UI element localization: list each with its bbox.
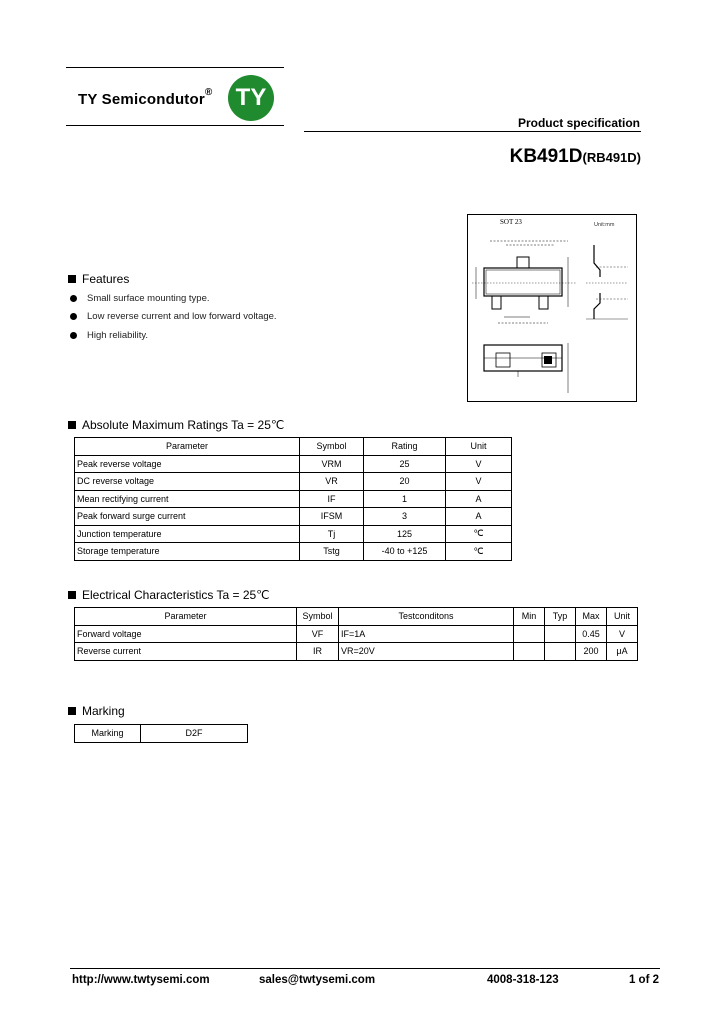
table-cell: ℃ [446, 543, 512, 561]
registered-mark: ® [204, 87, 213, 98]
table-row [75, 543, 512, 561]
table-cell [545, 625, 576, 643]
part-number-main: KB491D [509, 146, 583, 167]
company-name-text: TY Semicondutor [78, 91, 205, 108]
feature-item: High reliability. [70, 330, 148, 341]
marking-value: D2F [141, 725, 248, 743]
footer-phone: 4008-318-123 [487, 974, 559, 986]
table-header-row [75, 438, 512, 456]
table-cell: 3 [364, 508, 446, 526]
table-cell: IR [297, 643, 339, 661]
table-row [75, 473, 512, 491]
package-name: SOT 23 [500, 218, 522, 226]
table-cell: IFSM [300, 508, 364, 526]
feature-item: Low reverse current and low forward voltage. [70, 311, 277, 322]
table-row [75, 490, 512, 508]
header-top-rule [66, 67, 284, 68]
electrical-table [74, 607, 638, 661]
table-cell: V [607, 625, 638, 643]
table-cell: 20 [364, 473, 446, 491]
table-cell: Mean rectifying current [75, 490, 300, 508]
table-cell: Reverse current [75, 643, 297, 661]
table-cell: ℃ [446, 525, 512, 543]
header-bottom-rule [66, 125, 284, 126]
package-unit: Unit:mm [594, 222, 615, 228]
table-row [75, 455, 512, 473]
table-header-cell: Typ [545, 608, 576, 626]
table-row [75, 508, 512, 526]
table-cell: 25 [364, 455, 446, 473]
ty-logo [228, 75, 274, 121]
table-header-cell: Parameter [75, 438, 300, 456]
table-cell: Tstg [300, 543, 364, 561]
abs-max-heading: Absolute Maximum Ratings Ta = 25℃ [68, 418, 284, 432]
table-cell [514, 625, 545, 643]
table-cell: Forward voltage [75, 625, 297, 643]
table-cell [514, 643, 545, 661]
table-header-cell: Rating [364, 438, 446, 456]
table-row [75, 625, 638, 643]
table-header-cell: Symbol [300, 438, 364, 456]
table-header-cell: Unit [607, 608, 638, 626]
spec-rule [304, 131, 641, 132]
table-cell: Tj [300, 525, 364, 543]
table-cell: IF=1A [339, 625, 514, 643]
part-number [510, 146, 641, 168]
table-header-cell: Symbol [297, 608, 339, 626]
table-header-row [75, 608, 638, 626]
table-cell: Peak forward surge current [75, 508, 300, 526]
table-header-cell: Testconditons [339, 608, 514, 626]
table-cell: Junction temperature [75, 525, 300, 543]
table-cell: VF [297, 625, 339, 643]
sot23-outline-drawing [468, 215, 636, 401]
table-cell: DC reverse voltage [75, 473, 300, 491]
feature-item: Small surface mounting type. [70, 293, 210, 304]
product-specification-label: Product specification [517, 116, 640, 130]
table-header-cell: Min [514, 608, 545, 626]
table-cell: A [446, 508, 512, 526]
marking-table [74, 724, 248, 743]
company-name [78, 87, 213, 108]
part-number-alt: (RB491D) [582, 150, 641, 165]
footer-page-number: 1 of 2 [628, 974, 659, 986]
table-cell: -40 to +125 [364, 543, 446, 561]
table-cell: Peak reverse voltage [75, 455, 300, 473]
table-cell: A [446, 490, 512, 508]
logo-text: TY [235, 84, 267, 111]
package-drawing [467, 214, 637, 402]
table-cell: 125 [364, 525, 446, 543]
table-cell: 1 [364, 490, 446, 508]
table-cell: 200 [576, 643, 607, 661]
table-cell: Storage temperature [75, 543, 300, 561]
table-cell: VRM [300, 455, 364, 473]
marking-label: Marking [75, 725, 141, 743]
table-cell: VR [300, 473, 364, 491]
electrical-heading: Electrical Characteristics Ta = 25℃ [68, 588, 270, 602]
table-cell: μA [607, 643, 638, 661]
footer-email[interactable]: sales@twtysemi.com [259, 974, 376, 986]
table-header-cell: Max [576, 608, 607, 626]
table-header-cell: Unit [446, 438, 512, 456]
marking-heading: Marking [68, 704, 125, 718]
table-cell: V [446, 473, 512, 491]
footer-url[interactable]: http://www.twtysemi.com [72, 974, 210, 986]
footer-rule [70, 968, 660, 969]
table-row [75, 643, 638, 661]
table-cell: V [446, 455, 512, 473]
table-cell: 0.45 [576, 625, 607, 643]
abs-max-table [74, 437, 512, 561]
table-row [75, 525, 512, 543]
table-cell [545, 643, 576, 661]
features-heading: Features [68, 272, 129, 286]
table-header-cell: Parameter [75, 608, 297, 626]
table-cell: VR=20V [339, 643, 514, 661]
table-row [75, 725, 248, 743]
table-cell: IF [300, 490, 364, 508]
